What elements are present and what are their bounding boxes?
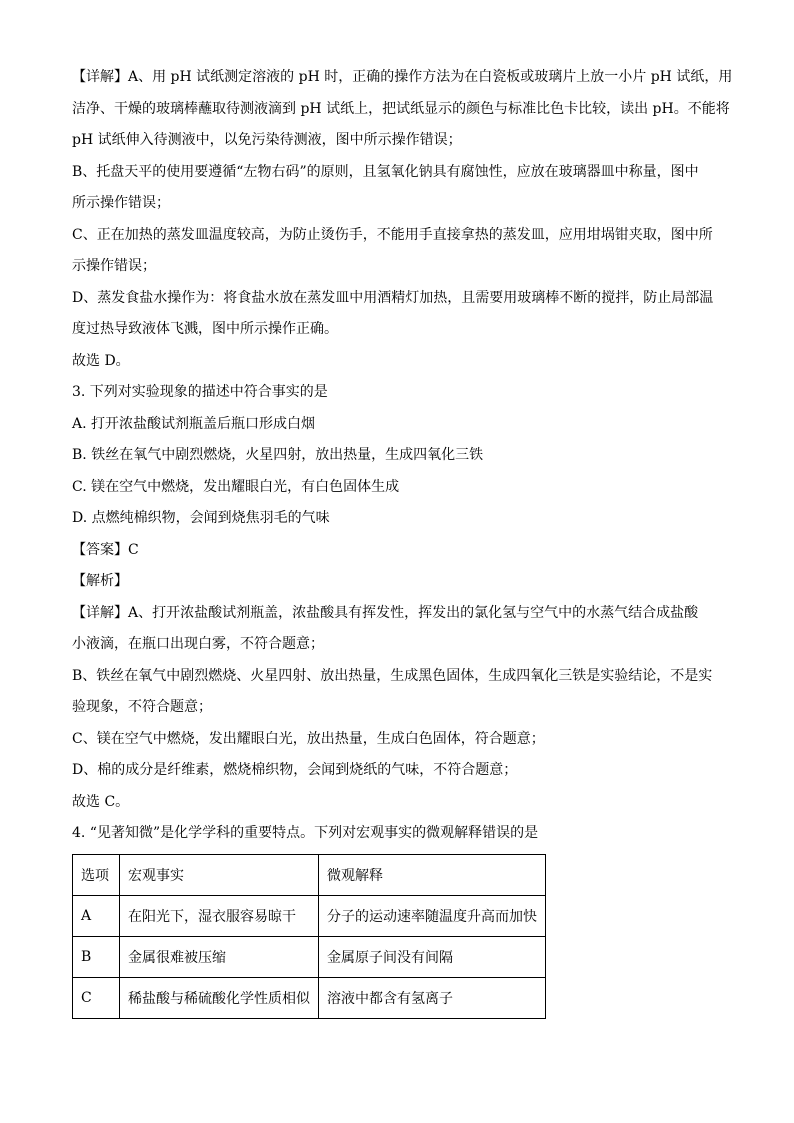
table-cell: C [73, 977, 120, 1018]
question-3-option-d: D. 点燃纯棉织物，会闻到烧焦羽毛的气味 [72, 510, 330, 526]
table-cell: A [73, 895, 120, 936]
paragraph-line: C、镁在空气中燃烧，发出耀眼白光，放出热量，生成白色固体，符合题意； [72, 730, 545, 747]
paragraph-line: D、蒸发食盐水操作为：将食盐水放在蒸发皿中用酒精灯加热，且需要用玻璃棒不断的搅拌，防止局部温 [72, 289, 714, 306]
analysis-label: 【解析】 [72, 573, 128, 589]
answer-label: 【答案】C [72, 541, 139, 558]
paragraph-line: 验现象，不符合题意； [72, 699, 212, 715]
document-page [72, 62, 733, 1019]
question-3-option-a: A. 打开浓盐酸试剂瓶盖后瓶口形成白烟 [72, 415, 316, 432]
paragraph-line: 示操作错误； [72, 258, 156, 274]
explanation-table [72, 854, 546, 1019]
question-3-option-b: B. 铁丝在氧气中剧烈燃烧，火星四射，放出热量，生成四氧化三铁 [72, 447, 484, 463]
table-header-cell: 宏观事实 [120, 854, 319, 895]
question-3-option-c: C. 镁在空气中燃烧，发出耀眼白光，有白色固体生成 [72, 478, 400, 495]
table-row [73, 895, 546, 936]
paragraph-line: 【详解】A、打开浓盐酸试剂瓶盖，浓盐酸具有挥发性，挥发出的氯化氢与空气中的水蒸气结合成盐酸 [72, 604, 699, 621]
paragraph-line: 所示操作错误； [72, 195, 170, 211]
table-header-cell: 微观解释 [319, 854, 546, 895]
paragraph-line: 故选 C。 [72, 793, 130, 810]
question-3-stem: 3. 下列对实验现象的描述中符合事实的是 [72, 384, 328, 400]
paragraph-line: B、托盘天平的使用要遵循“左物右码”的原则，且氢氧化钠具有腐蚀性，应放在玻璃器皿中称量，图中 [72, 163, 699, 180]
paragraph-line: 洁净、干燥的玻璃棒蘸取待测液滴到 pH 试纸上，把试纸显示的颜色与标准比色卡比较，读出 pH。不能将 [72, 100, 730, 117]
paragraph-line: pH 试纸伸入待测液中，以免污染待测液，图中所示操作错误； [72, 132, 462, 148]
table-cell: 稀盐酸与稀硫酸化学性质相似 [120, 977, 319, 1018]
table-cell: B [73, 936, 120, 977]
paragraph-line: B、铁丝在氧气中剧烈燃烧、火星四射、放出热量，生成黑色固体，生成四氧化三铁是实验结论，不是实 [72, 667, 713, 684]
table-cell: 溶液中都含有氢离子 [319, 977, 546, 1018]
table-cell: 金属很难被压缩 [120, 936, 319, 977]
table-header-cell: 选项 [73, 854, 120, 895]
question-4-stem: 4. “见著知微”是化学学科的重要特点。下列对宏观事实的微观解释错误的是 [72, 825, 539, 841]
table-row [73, 936, 546, 977]
table-cell: 在阳光下，湿衣服容易晾干 [120, 895, 319, 936]
paragraph-line: 度过热导致液体飞溅，图中所示操作正确。 [72, 321, 338, 337]
paragraph-line: D、棉的成分是纤维素，燃烧棉织物，会闻到烧纸的气味，不符合题意； [72, 762, 518, 778]
table-header-row [73, 854, 546, 895]
table-row [73, 977, 546, 1018]
table-cell: 分子的运动速率随温度升高而加快 [319, 895, 546, 936]
paragraph-line: 小液滴，在瓶口出现白雾，不符合题意； [72, 636, 324, 652]
table-cell: 金属原子间没有间隔 [319, 936, 546, 977]
paragraph-line: 故选 D。 [72, 352, 130, 369]
paragraph-line: C、正在加热的蒸发皿温度较高，为防止烫伤手，不能用手直接拿热的蒸发皿，应用坩埚钳夹取，图中所 [72, 226, 713, 243]
paragraph-line: 【详解】A、用 pH 试纸测定溶液的 pH 时，正确的操作方法为在白瓷板或玻璃片上放一小片 pH 试纸，用 [72, 69, 733, 85]
